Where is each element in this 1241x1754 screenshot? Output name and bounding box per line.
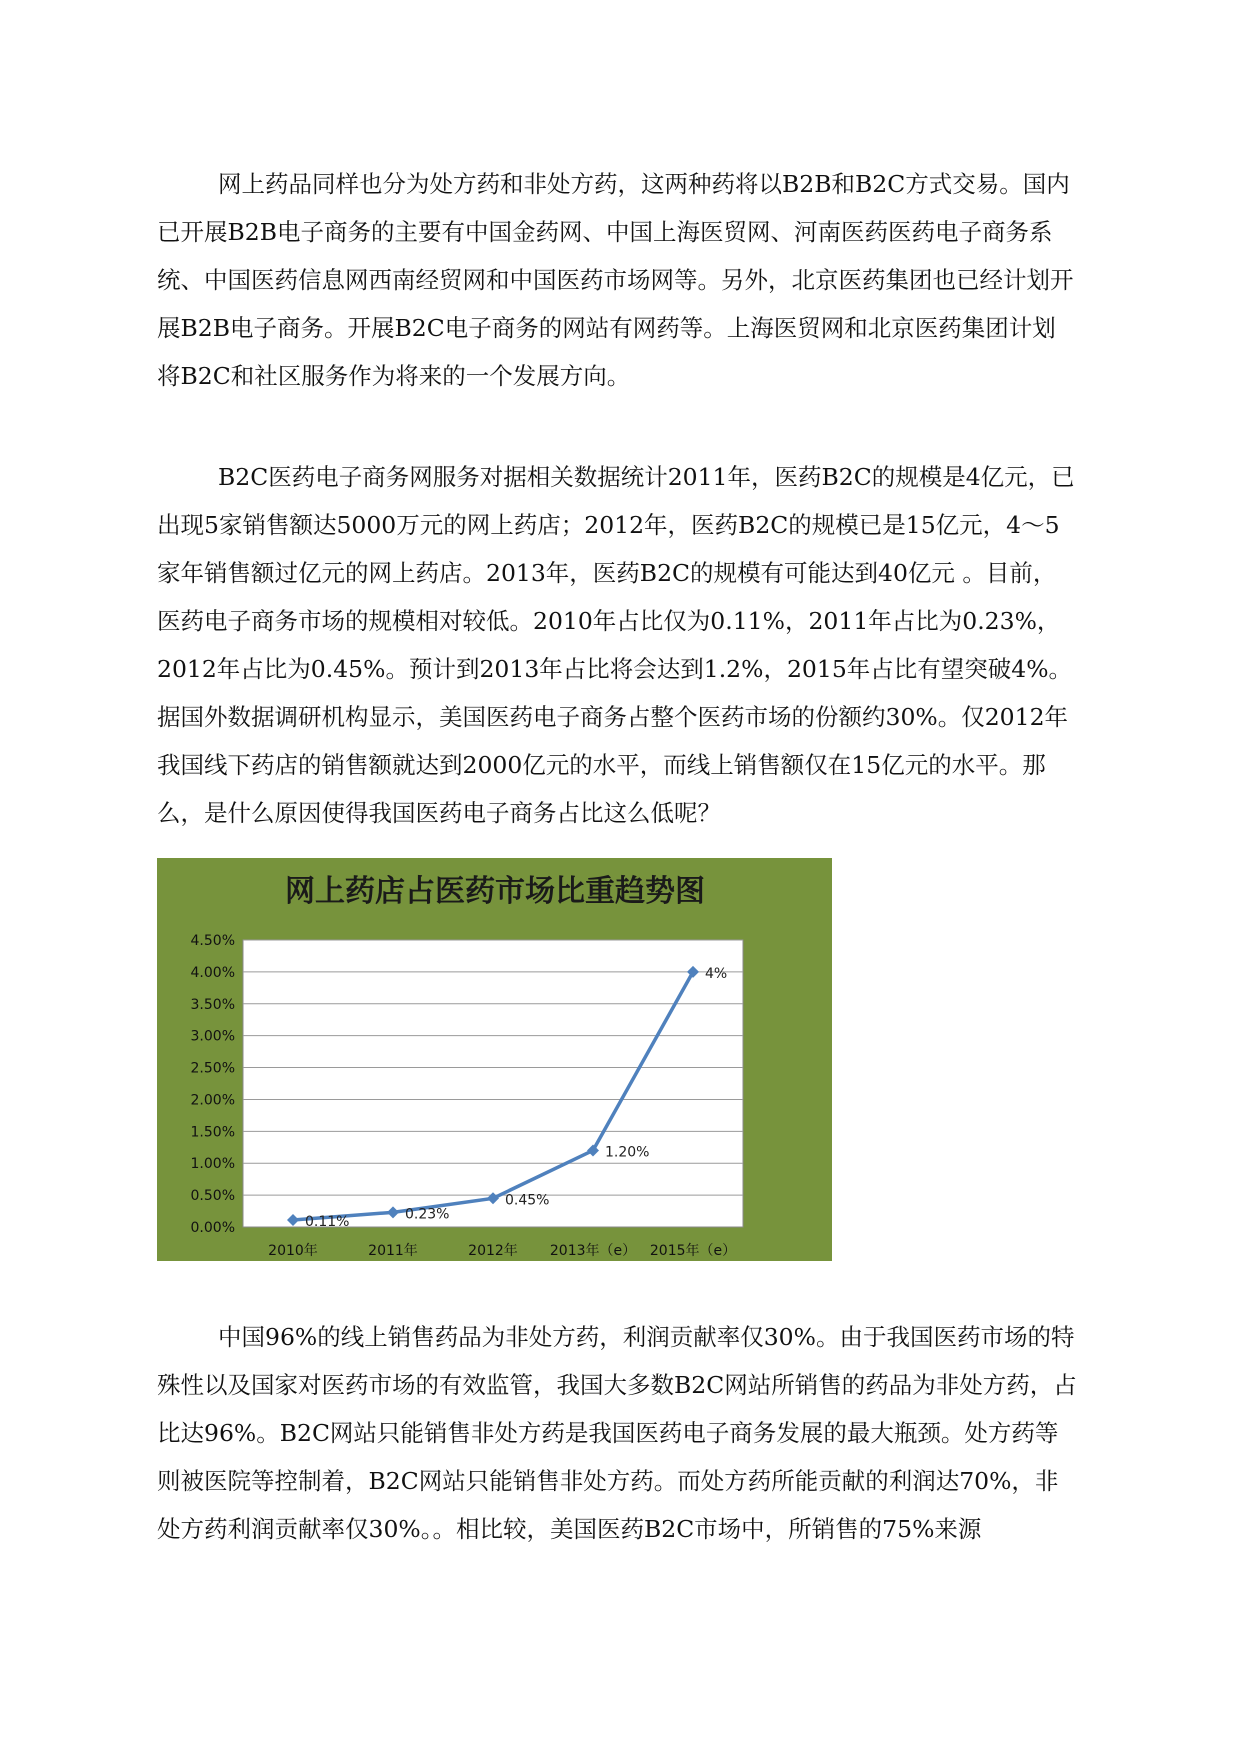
y-tick-label: 3.50% xyxy=(190,996,235,1013)
x-tick-label: 2013年（e） xyxy=(549,1243,637,1259)
data-label: 0.23% xyxy=(405,1206,450,1223)
y-tick-label: 4.00% xyxy=(190,964,235,981)
x-axis-ticks xyxy=(268,1242,736,1259)
y-tick-label: 1.50% xyxy=(190,1124,235,1141)
y-axis-ticks xyxy=(191,933,235,1236)
x-tick-label: 2012年 xyxy=(468,1243,518,1259)
y-tick-label: 2.00% xyxy=(190,1092,235,1109)
paragraph-b2c-scale: B2C医药电子商务网服务对据相关数据统计2011年，医药B2C的规模是4亿元，已出现5家销售额达5000万元的网上药店；2012年，医药B2C的规模已是15亿元，4～5家年销售额过亿元的网上药店。2013年，医药B2C的规模有可能达到40亿元 。目前，医药电子商务市场的规模相对较低。2010年占比仅为0.11%，2011年占比为0.23%，2012年占比为0.45%。预计到2013年占比将会达到1.2%，2015年占比有望突破4%。据国外数据调研机构显示，美国医药电子商务占整个医药市场的份额约30%。仅2012年我国线下药店的销售额就达到2000亿元的水平，而线上销售额仅在15亿元的水平。那么，是什么原因使得我国医药电子商务占比这么低呢？ xyxy=(157,463,1075,827)
data-label: 4% xyxy=(705,965,728,982)
y-tick-label: 0.50% xyxy=(190,1188,235,1205)
x-tick-label: 2011年 xyxy=(368,1243,418,1259)
paragraph-intro: 网上药品同样也分为处方药和非处方药，这两种药将以B2B和B2C方式交易。国内已开展B2B电子商务的主要有中国金药网、中国上海医贸网、河南医药医药电子商务系统、中国医药信息网西南经贸网和中国医药市场网等。另外，北京医药集团也已经计划开展B2B电子商务。开展B2C电子商务的网站有网药等。上海医贸网和北京医药集团计划将B2C和社区服务作为将来的一个发展方向。 xyxy=(157,170,1074,390)
y-tick-label: 2.50% xyxy=(190,1060,235,1077)
x-tick-label: 2010年 xyxy=(268,1243,318,1259)
y-tick-label: 4.50% xyxy=(190,933,235,949)
plot-area xyxy=(243,940,743,1227)
trend-chart xyxy=(157,858,832,1261)
y-tick-label: 0.00% xyxy=(190,1220,235,1236)
data-label: 1.20% xyxy=(605,1144,650,1161)
y-tick-label: 3.00% xyxy=(190,1028,235,1045)
x-tick-label: 2015年（e） xyxy=(649,1243,737,1259)
data-label: 0.11% xyxy=(305,1213,350,1230)
chart-title: 网上药店占医药市场比重趋势图 xyxy=(285,874,705,909)
data-label: 0.45% xyxy=(505,1192,550,1209)
paragraph-otc: 中国96%的线上销售药品为非处方药，利润贡献率仅30%。由于我国医药市场的特殊性以及国家对医药市场的有效监管，我国大多数B2C网站所销售的药品为非处方药，占比达96%。B2C网站只能销售非处方药是我国医药电子商务发展的最大瓶颈。处方药等则被医院等控制着，B2C网站只能销售非处方药。而处方药所能贡献的利润达70%，非处方药利润贡献率仅30%。。相比较，美国医药B2C市场中，所销售的75%来源 xyxy=(157,1323,1077,1543)
y-tick-label: 1.00% xyxy=(190,1156,235,1173)
trend-chart-svg xyxy=(157,858,832,1261)
